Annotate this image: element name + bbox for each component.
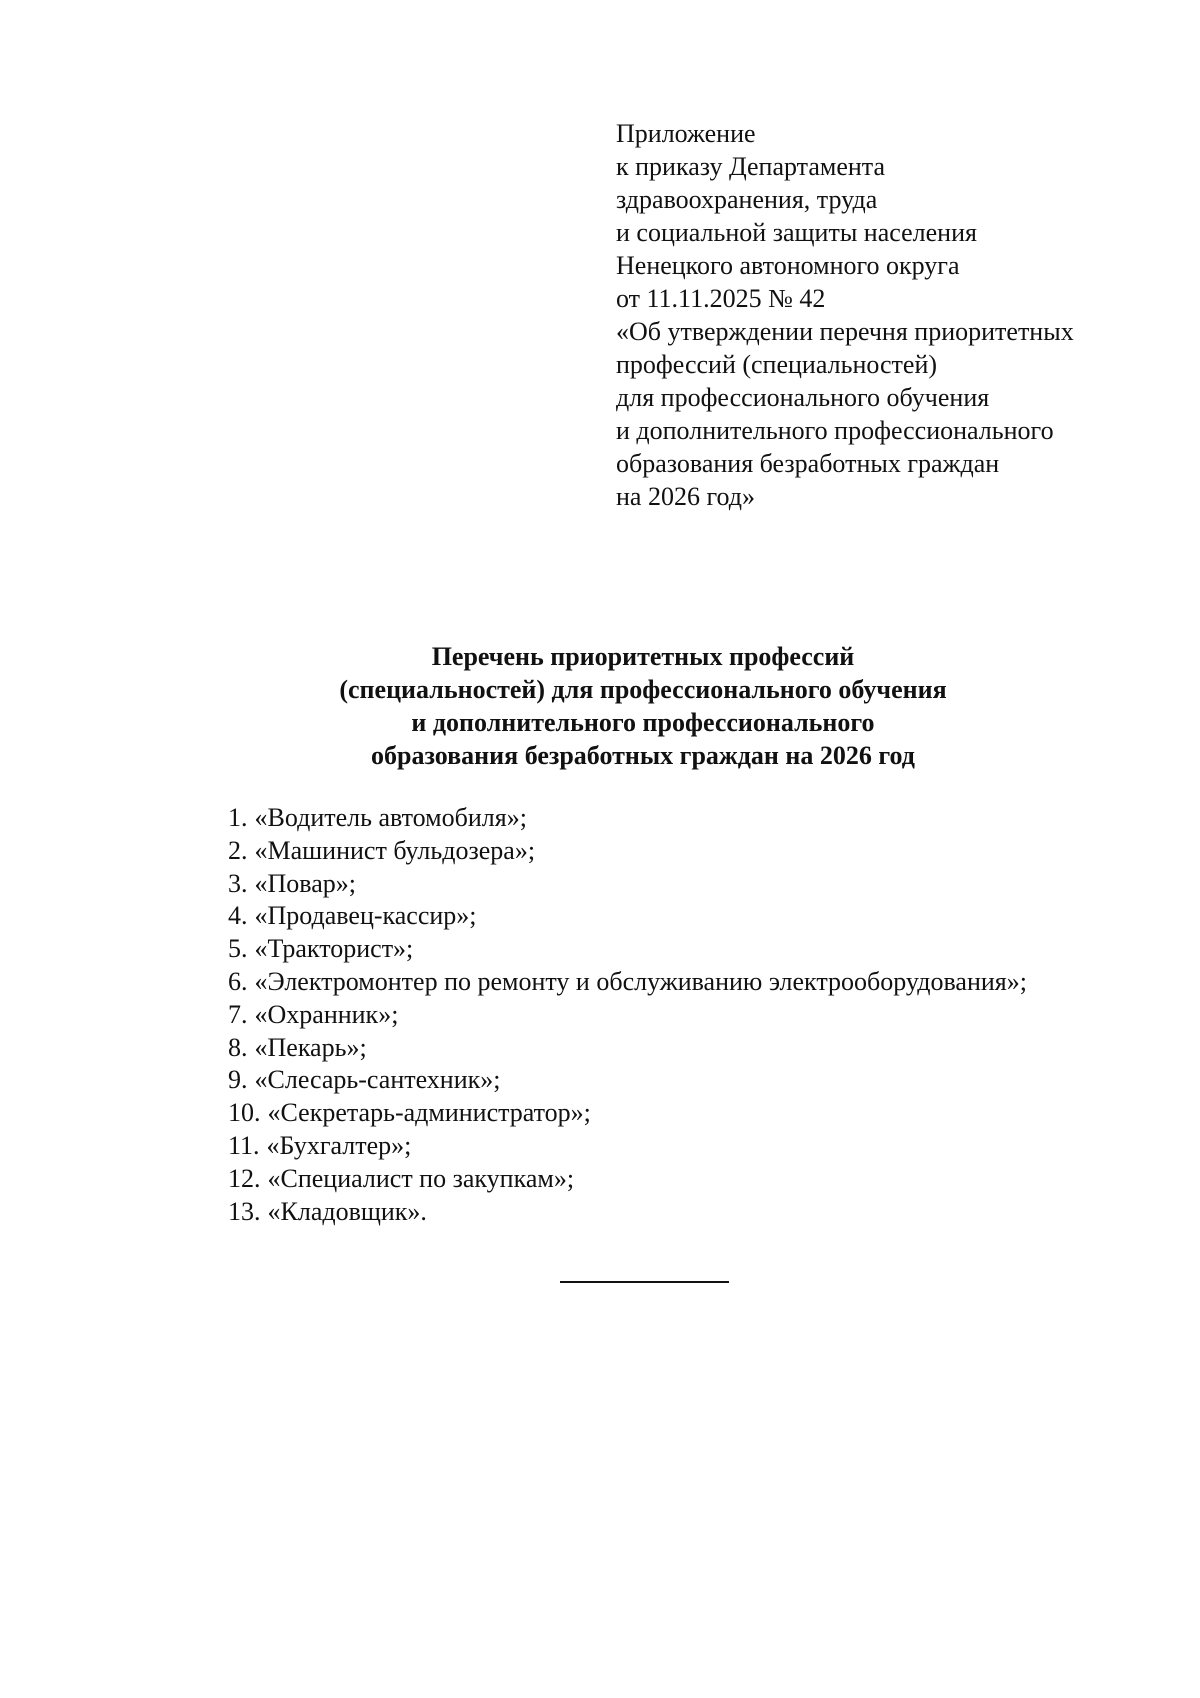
list-item-text: «Машинист бульдозера»;: [254, 835, 536, 865]
list-item-number: 2.: [228, 835, 248, 865]
list-item: [228, 802, 1178, 835]
list-item-number: 7.: [228, 999, 248, 1029]
list-item: [228, 999, 1178, 1032]
professions-list: [228, 802, 1178, 1228]
appendix-line: и социальной защиты населения: [616, 218, 977, 247]
list-item-number: 6.: [228, 966, 248, 996]
list-item: [228, 1064, 1178, 1097]
list-item-number: 3.: [228, 868, 248, 898]
appendix-line: образования безработных граждан: [616, 449, 1000, 478]
list-item: [228, 1163, 1178, 1196]
list-item-text: «Бухгалтер»;: [266, 1130, 412, 1160]
list-item-number: 1.: [228, 803, 248, 832]
list-item: [228, 1097, 1178, 1130]
list-item-text: «Электромонтер по ремонту и обслуживанию электрооборудования»;: [254, 966, 1027, 996]
list-item-text: «Слесарь-сантехник»;: [254, 1065, 501, 1095]
title-line: и дополнительного профессионального: [411, 708, 875, 737]
list-item: [228, 1196, 1178, 1229]
appendix-line: для профессионального обучения: [616, 383, 990, 412]
list-item: [228, 1032, 1178, 1065]
list-item-number: 12.: [228, 1163, 261, 1193]
title-line: образования безработных граждан на 2026 год: [371, 741, 915, 770]
title-line: Перечень приоритетных профессий: [431, 642, 855, 671]
list-item-text: «Продавец-кассир»;: [254, 901, 477, 931]
list-item-number: 11.: [228, 1130, 260, 1160]
appendix-line: «Об утверждении перечня приоритетных: [616, 317, 1074, 346]
list-item: [228, 1130, 1178, 1163]
end-divider: [560, 1281, 729, 1283]
list-item: [228, 933, 1178, 966]
list-item-text: «Кладовщик».: [267, 1196, 427, 1226]
list-item-number: 9.: [228, 1065, 248, 1095]
appendix-line: профессий (специальностей): [616, 350, 938, 379]
list-item-number: 13.: [228, 1196, 261, 1226]
appendix-line: от 11.11.2025 № 42: [616, 284, 826, 313]
list-item-text: «Охранник»;: [254, 999, 399, 1029]
list-item-text: «Специалист по закупкам»;: [267, 1163, 575, 1193]
list-item-text: «Пекарь»;: [254, 1032, 367, 1062]
list-item: [228, 868, 1178, 901]
document-title: [0, 640, 1200, 772]
appendix-line: и дополнительного профессионального: [616, 416, 1054, 445]
appendix-line: к приказу Департамента: [616, 152, 886, 181]
list-item-number: 10.: [228, 1098, 261, 1128]
list-item-number: 8.: [228, 1032, 248, 1062]
list-item-number: 4.: [228, 901, 248, 931]
title-line: (специальностей) для профессионального обучения: [339, 675, 947, 704]
appendix-line: здравоохранения, труда: [616, 185, 878, 214]
list-item: [228, 900, 1178, 933]
list-item-text: «Секретарь-администратор»;: [267, 1098, 591, 1128]
appendix-line: Ненецкого автономного округа: [616, 251, 960, 280]
list-item-number: 5.: [228, 934, 248, 964]
appendix-line: Приложение: [616, 119, 756, 148]
appendix-line: на 2026 год»: [616, 482, 755, 511]
list-item-text: «Водитель автомобиля»;: [254, 803, 527, 832]
list-item-text: «Повар»;: [254, 868, 356, 898]
list-item-text: «Тракторист»;: [254, 934, 414, 964]
list-item: [228, 966, 1178, 999]
list-item: [228, 835, 1178, 868]
appendix-header: [616, 117, 1176, 513]
